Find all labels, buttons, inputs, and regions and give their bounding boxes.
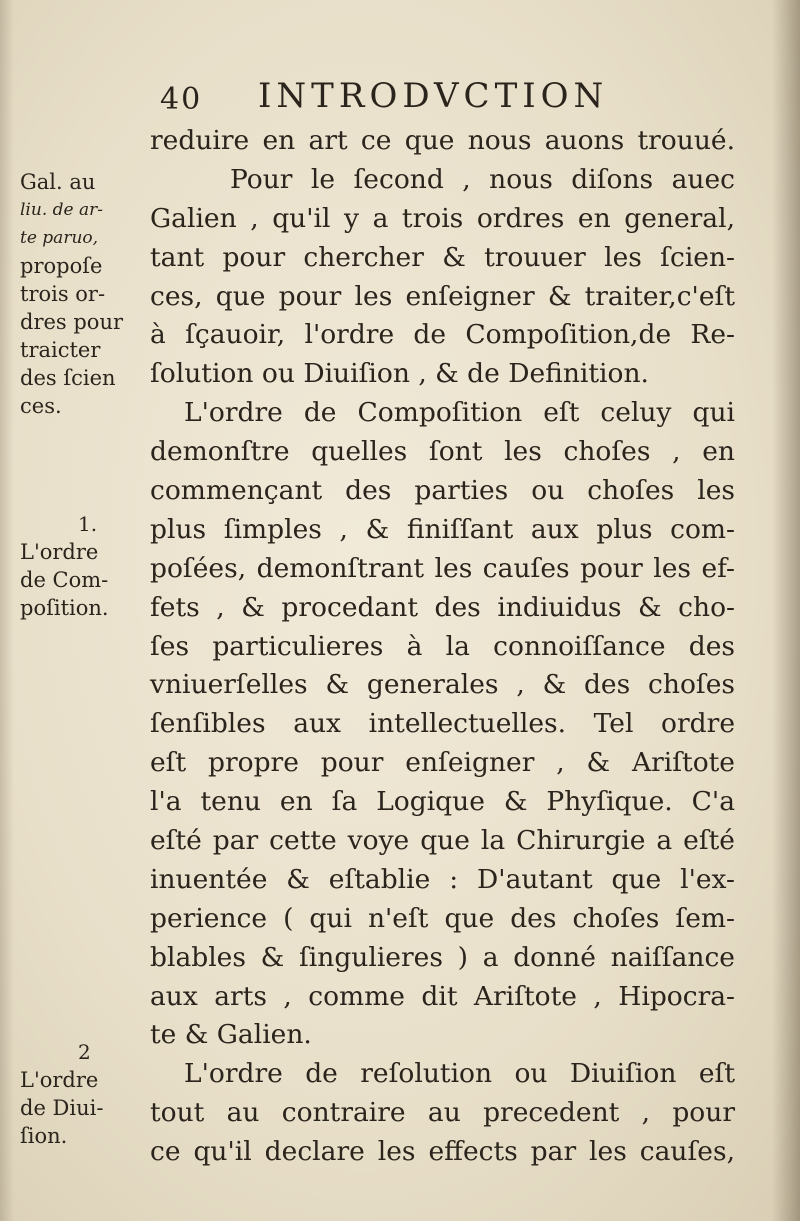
text-line: plus ſimples , & finiſſant aux plus com- <box>150 513 735 545</box>
text-line: eſt propre pour enſeigner , & Ariſtote <box>150 747 735 779</box>
margin-note-line: ces. <box>20 394 62 418</box>
margin-note-line: de Diui- <box>20 1096 104 1120</box>
page-header <box>160 76 700 126</box>
margin-note-line: ſion. <box>20 1124 68 1148</box>
text-line: ſolution ou Diuiſion , & de Definition. <box>150 358 649 390</box>
text-line: fets , & procedant des indiuidus & cho- <box>150 591 735 623</box>
text-line: vniuerſelles & generales , & des choſes <box>150 669 735 701</box>
text-line: Galien , qu'il y a trois ordres en general, <box>150 202 735 234</box>
margin-note-line: des ſcien <box>20 366 116 390</box>
text-line: Pour le ſecond , nous diſons auec <box>230 163 735 195</box>
margin-note-line: traicter <box>20 338 101 362</box>
text-line: L'ordre de Compoſition eſt celuy qui <box>184 397 735 429</box>
text-line: blables & ſingulieres ) a donné naiſſance <box>150 941 735 973</box>
text-line: L'ordre de reſolution ou Diuiſion eſt <box>184 1058 735 1090</box>
text-line: l'a tenu en ſa Logique & Phyſique. C'a <box>150 786 735 818</box>
margin-note-line: poſition. <box>20 596 109 620</box>
margin-note-line: te paruo, <box>20 228 99 248</box>
page-number: 40 <box>160 82 203 117</box>
text-line: poſées, demonſtrant les cauſes pour les ef- <box>150 552 735 584</box>
margin-note-line: L'ordre <box>20 540 99 564</box>
text-line: aux arts , comme dit Ariſtote , Hipocra- <box>150 980 735 1012</box>
text-line: à ſçauoir, l'ordre de Compoſition,de Re- <box>150 319 735 351</box>
text-line: ce qu'il declare les effects par les cauſes, <box>150 1136 735 1168</box>
text-line: reduire en art ce que nous auons trouué. <box>150 125 735 156</box>
page-edge-shadow <box>772 0 800 1221</box>
text-line: perience ( qui n'eſt que des choſes ſem- <box>150 902 735 934</box>
margin-note-line: dres pour <box>20 310 124 334</box>
text-line: ſes particulieres à la connoiſſance des <box>150 630 735 662</box>
margin-note-number: 2 <box>78 1040 91 1064</box>
page-gutter-shadow <box>0 0 14 1221</box>
text-line: te & Galien. <box>150 1019 312 1051</box>
text-line: ſenſibles aux intellectuelles. Tel ordre <box>150 708 735 740</box>
body-text <box>150 122 735 1172</box>
margin-note-line: propoſe <box>20 254 103 278</box>
text-line: demonſtre quelles ſont les choſes , en <box>150 436 735 468</box>
margin-note-division <box>20 1038 155 1150</box>
margin-note-line: trois or- <box>20 282 106 306</box>
text-line: tout au contraire au precedent , pour <box>150 1097 735 1129</box>
text-line: inuentée & eſtablie : D'autant que l'ex- <box>150 863 735 895</box>
running-title: INTRODVCTION <box>258 76 609 116</box>
margin-note-line: liu. de ar- <box>20 200 103 220</box>
text-line: eſté par cette voye que la Chirurgie a eſté <box>150 825 735 857</box>
margin-note-line: L'ordre <box>20 1068 99 1092</box>
text-line: ces, que pour les enſeigner & traiter,c'eſt <box>150 280 735 312</box>
text-line: tant pour chercher & trouuer les ſcien- <box>150 241 735 273</box>
margin-note-composition <box>20 510 155 622</box>
text-line: commençant des parties ou choſes les <box>150 475 735 507</box>
margin-note-number: 1. <box>78 512 98 536</box>
margin-note-line: de Com- <box>20 568 109 592</box>
margin-note-line: Gal. au <box>20 170 96 194</box>
margin-note-orders <box>20 168 155 420</box>
